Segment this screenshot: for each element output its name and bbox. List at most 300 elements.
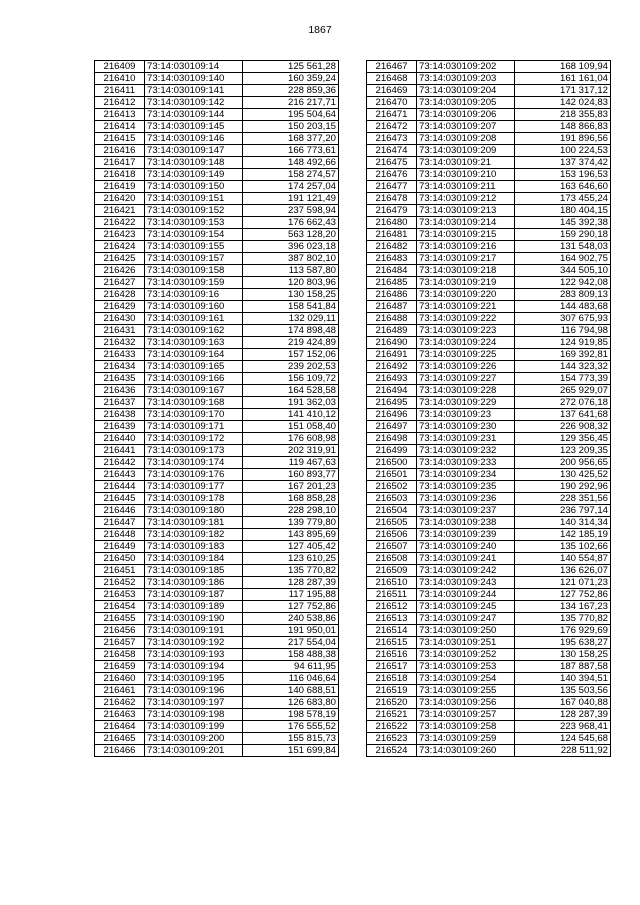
cadastral-number-cell: 73:14:030109:199 xyxy=(145,721,243,733)
cadastral-number-cell: 73:14:030109:182 xyxy=(145,529,243,541)
table-row xyxy=(95,241,339,253)
table-row xyxy=(95,565,339,577)
record-number-cell: 216425 xyxy=(95,253,145,265)
cadastral-number-cell: 73:14:030109:181 xyxy=(145,517,243,529)
cadastral-value-cell: 140 688,51 xyxy=(243,685,339,697)
registry-table-right xyxy=(366,60,611,757)
cadastral-value-cell: 191 362,03 xyxy=(243,397,339,409)
cadastral-value-cell: 117 195,88 xyxy=(243,589,339,601)
table-row xyxy=(95,373,339,385)
table-row xyxy=(95,265,339,277)
cadastral-number-cell: 73:14:030109:176 xyxy=(145,469,243,481)
record-number-cell: 216510 xyxy=(367,577,417,589)
cadastral-value-cell: 168 377,20 xyxy=(243,133,339,145)
record-number-cell: 216520 xyxy=(367,697,417,709)
cadastral-value-cell: 174 257,04 xyxy=(243,181,339,193)
table-row xyxy=(367,133,611,145)
record-number-cell: 216495 xyxy=(367,397,417,409)
record-number-cell: 216490 xyxy=(367,337,417,349)
table-row xyxy=(367,301,611,313)
table-row xyxy=(367,457,611,469)
cadastral-value-cell: 137 374,42 xyxy=(515,157,611,169)
record-number-cell: 216486 xyxy=(367,289,417,301)
cadastral-number-cell: 73:14:030109:225 xyxy=(417,349,515,361)
table-row xyxy=(95,433,339,445)
cadastral-number-cell: 73:14:030109:211 xyxy=(417,181,515,193)
cadastral-number-cell: 73:14:030109:204 xyxy=(417,85,515,97)
record-number-cell: 216447 xyxy=(95,517,145,529)
record-number-cell: 216442 xyxy=(95,457,145,469)
cadastral-value-cell: 124 919,85 xyxy=(515,337,611,349)
cadastral-value-cell: 176 555,52 xyxy=(243,721,339,733)
cadastral-number-cell: 73:14:030109:190 xyxy=(145,613,243,625)
cadastral-value-cell: 136 626,07 xyxy=(515,565,611,577)
cadastral-value-cell: 158 274,57 xyxy=(243,169,339,181)
record-number-cell: 216466 xyxy=(95,745,145,757)
table-row xyxy=(95,745,339,757)
table-row xyxy=(367,193,611,205)
table-row xyxy=(95,133,339,145)
cadastral-value-cell: 128 287,39 xyxy=(515,709,611,721)
cadastral-number-cell: 73:14:030109:243 xyxy=(417,577,515,589)
cadastral-number-cell: 73:14:030109:212 xyxy=(417,193,515,205)
table-row xyxy=(367,589,611,601)
cadastral-number-cell: 73:14:030109:259 xyxy=(417,733,515,745)
cadastral-value-cell: 159 290,18 xyxy=(515,229,611,241)
cadastral-value-cell: 195 504,64 xyxy=(243,109,339,121)
registry-table-left xyxy=(94,60,339,757)
table-row xyxy=(95,493,339,505)
cadastral-number-cell: 73:14:030109:253 xyxy=(417,661,515,673)
cadastral-number-cell: 73:14:030109:159 xyxy=(145,277,243,289)
table-row xyxy=(95,277,339,289)
cadastral-number-cell: 73:14:030109:166 xyxy=(145,373,243,385)
table-row xyxy=(367,721,611,733)
record-number-cell: 216445 xyxy=(95,493,145,505)
table-row xyxy=(95,697,339,709)
record-number-cell: 216498 xyxy=(367,433,417,445)
cadastral-value-cell: 176 662,43 xyxy=(243,217,339,229)
cadastral-value-cell: 135 770,82 xyxy=(515,613,611,625)
cadastral-number-cell: 73:14:030109:224 xyxy=(417,337,515,349)
record-number-cell: 216452 xyxy=(95,577,145,589)
table-row xyxy=(95,61,339,73)
cadastral-number-cell: 73:14:030109:171 xyxy=(145,421,243,433)
table-row xyxy=(95,229,339,241)
cadastral-number-cell: 73:14:030109:202 xyxy=(417,61,515,73)
cadastral-value-cell: 144 323,32 xyxy=(515,361,611,373)
page-number: 1867 xyxy=(308,24,332,36)
cadastral-value-cell: 128 287,39 xyxy=(243,577,339,589)
record-number-cell: 216484 xyxy=(367,265,417,277)
cadastral-number-cell: 73:14:030109:189 xyxy=(145,601,243,613)
record-number-cell: 216420 xyxy=(95,193,145,205)
table-row xyxy=(95,529,339,541)
cadastral-number-cell: 73:14:030109:167 xyxy=(145,385,243,397)
record-number-cell: 216443 xyxy=(95,469,145,481)
table-row xyxy=(367,469,611,481)
cadastral-number-cell: 73:14:030109:203 xyxy=(417,73,515,85)
cadastral-number-cell: 73:14:030109:245 xyxy=(417,601,515,613)
cadastral-number-cell: 73:14:030109:242 xyxy=(417,565,515,577)
cadastral-number-cell: 73:14:030109:241 xyxy=(417,553,515,565)
record-number-cell: 216451 xyxy=(95,565,145,577)
record-number-cell: 216461 xyxy=(95,685,145,697)
cadastral-number-cell: 73:14:030109:233 xyxy=(417,457,515,469)
cadastral-number-cell: 73:14:030109:257 xyxy=(417,709,515,721)
table-row xyxy=(95,601,339,613)
cadastral-number-cell: 73:14:030109:23 xyxy=(417,409,515,421)
record-number-cell: 216436 xyxy=(95,385,145,397)
table-row xyxy=(95,469,339,481)
cadastral-value-cell: 100 224,53 xyxy=(515,145,611,157)
cadastral-number-cell: 73:14:030109:170 xyxy=(145,409,243,421)
cadastral-number-cell: 73:14:030109:240 xyxy=(417,541,515,553)
cadastral-value-cell: 167 201,23 xyxy=(243,481,339,493)
cadastral-number-cell: 73:14:030109:216 xyxy=(417,241,515,253)
table-row xyxy=(95,541,339,553)
cadastral-number-cell: 73:14:030109:150 xyxy=(145,181,243,193)
record-number-cell: 216465 xyxy=(95,733,145,745)
table-row xyxy=(367,397,611,409)
table-row xyxy=(95,661,339,673)
cadastral-number-cell: 73:14:030109:174 xyxy=(145,457,243,469)
table-row xyxy=(367,745,611,757)
record-number-cell: 216516 xyxy=(367,649,417,661)
table-row xyxy=(95,325,339,337)
cadastral-value-cell: 142 024,83 xyxy=(515,97,611,109)
cadastral-value-cell: 121 071,23 xyxy=(515,577,611,589)
cadastral-number-cell: 73:14:030109:260 xyxy=(417,745,515,757)
table-row xyxy=(95,505,339,517)
record-number-cell: 216474 xyxy=(367,145,417,157)
table-row xyxy=(95,181,339,193)
record-number-cell: 216462 xyxy=(95,697,145,709)
record-number-cell: 216521 xyxy=(367,709,417,721)
table-row xyxy=(367,505,611,517)
cadastral-number-cell: 73:14:030109:141 xyxy=(145,85,243,97)
cadastral-value-cell: 169 392,81 xyxy=(515,349,611,361)
table-row xyxy=(367,637,611,649)
table-row xyxy=(95,109,339,121)
cadastral-value-cell: 148 492,66 xyxy=(243,157,339,169)
table-row xyxy=(367,313,611,325)
table-row xyxy=(95,457,339,469)
cadastral-value-cell: 171 317,12 xyxy=(515,85,611,97)
cadastral-number-cell: 73:14:030109:205 xyxy=(417,97,515,109)
cadastral-number-cell: 73:14:030109:227 xyxy=(417,373,515,385)
record-number-cell: 216464 xyxy=(95,721,145,733)
cadastral-number-cell: 73:14:030109:157 xyxy=(145,253,243,265)
table-row xyxy=(367,61,611,73)
table-row xyxy=(367,517,611,529)
cadastral-number-cell: 73:14:030109:21 xyxy=(417,157,515,169)
cadastral-number-cell: 73:14:030109:145 xyxy=(145,121,243,133)
record-number-cell: 216509 xyxy=(367,565,417,577)
cadastral-number-cell: 73:14:030109:177 xyxy=(145,481,243,493)
record-number-cell: 216467 xyxy=(367,61,417,73)
cadastral-value-cell: 123 610,25 xyxy=(243,553,339,565)
cadastral-value-cell: 157 152,06 xyxy=(243,349,339,361)
cadastral-number-cell: 73:14:030109:153 xyxy=(145,217,243,229)
cadastral-value-cell: 127 405,42 xyxy=(243,541,339,553)
cadastral-value-cell: 190 292,96 xyxy=(515,481,611,493)
record-number-cell: 216424 xyxy=(95,241,145,253)
table-row xyxy=(367,481,611,493)
cadastral-value-cell: 344 505,10 xyxy=(515,265,611,277)
table-row xyxy=(367,625,611,637)
cadastral-value-cell: 135 503,56 xyxy=(515,685,611,697)
table-row xyxy=(367,385,611,397)
record-number-cell: 216500 xyxy=(367,457,417,469)
table-row xyxy=(95,85,339,97)
cadastral-number-cell: 73:14:030109:163 xyxy=(145,337,243,349)
table-row xyxy=(367,565,611,577)
table-row xyxy=(95,349,339,361)
record-number-cell: 216413 xyxy=(95,109,145,121)
cadastral-number-cell: 73:14:030109:213 xyxy=(417,205,515,217)
table-row xyxy=(95,733,339,745)
record-number-cell: 216481 xyxy=(367,229,417,241)
cadastral-number-cell: 73:14:030109:146 xyxy=(145,133,243,145)
record-number-cell: 216412 xyxy=(95,97,145,109)
cadastral-value-cell: 174 898,48 xyxy=(243,325,339,337)
cadastral-number-cell: 73:14:030109:168 xyxy=(145,397,243,409)
record-number-cell: 216501 xyxy=(367,469,417,481)
record-number-cell: 216470 xyxy=(367,97,417,109)
record-number-cell: 216478 xyxy=(367,193,417,205)
cadastral-value-cell: 219 424,89 xyxy=(243,337,339,349)
cadastral-number-cell: 73:14:030109:229 xyxy=(417,397,515,409)
record-number-cell: 216441 xyxy=(95,445,145,457)
table-row xyxy=(367,409,611,421)
cadastral-number-cell: 73:14:030109:192 xyxy=(145,637,243,649)
record-number-cell: 216508 xyxy=(367,553,417,565)
record-number-cell: 216458 xyxy=(95,649,145,661)
record-number-cell: 216430 xyxy=(95,313,145,325)
cadastral-value-cell: 140 314,34 xyxy=(515,517,611,529)
cadastral-number-cell: 73:14:030109:207 xyxy=(417,121,515,133)
cadastral-value-cell: 228 859,36 xyxy=(243,85,339,97)
record-number-cell: 216523 xyxy=(367,733,417,745)
cadastral-value-cell: 135 770,82 xyxy=(243,565,339,577)
cadastral-value-cell: 156 109,72 xyxy=(243,373,339,385)
cadastral-number-cell: 73:14:030109:186 xyxy=(145,577,243,589)
record-number-cell: 216450 xyxy=(95,553,145,565)
cadastral-number-cell: 73:14:030109:178 xyxy=(145,493,243,505)
cadastral-number-cell: 73:14:030109:152 xyxy=(145,205,243,217)
table-row xyxy=(95,157,339,169)
cadastral-number-cell: 73:14:030109:140 xyxy=(145,73,243,85)
record-number-cell: 216503 xyxy=(367,493,417,505)
record-number-cell: 216414 xyxy=(95,121,145,133)
record-number-cell: 216416 xyxy=(95,145,145,157)
cadastral-value-cell: 265 929,07 xyxy=(515,385,611,397)
cadastral-number-cell: 73:14:030109:185 xyxy=(145,565,243,577)
table-row xyxy=(367,541,611,553)
cadastral-number-cell: 73:14:030109:221 xyxy=(417,301,515,313)
record-number-cell: 216415 xyxy=(95,133,145,145)
cadastral-number-cell: 73:14:030109:255 xyxy=(417,685,515,697)
cadastral-value-cell: 200 956,65 xyxy=(515,457,611,469)
cadastral-number-cell: 73:14:030109:230 xyxy=(417,421,515,433)
cadastral-value-cell: 129 356,45 xyxy=(515,433,611,445)
record-number-cell: 216409 xyxy=(95,61,145,73)
cadastral-number-cell: 73:14:030109:180 xyxy=(145,505,243,517)
cadastral-value-cell: 167 040,88 xyxy=(515,697,611,709)
record-number-cell: 216507 xyxy=(367,541,417,553)
cadastral-number-cell: 73:14:030109:232 xyxy=(417,445,515,457)
table-row xyxy=(95,637,339,649)
table-row xyxy=(367,649,611,661)
record-number-cell: 216454 xyxy=(95,601,145,613)
table-row xyxy=(95,553,339,565)
cadastral-value-cell: 141 410,12 xyxy=(243,409,339,421)
cadastral-value-cell: 166 773,61 xyxy=(243,145,339,157)
cadastral-value-cell: 127 752,86 xyxy=(515,589,611,601)
table-row xyxy=(367,685,611,697)
record-number-cell: 216483 xyxy=(367,253,417,265)
cadastral-value-cell: 132 029,11 xyxy=(243,313,339,325)
cadastral-number-cell: 73:14:030109:151 xyxy=(145,193,243,205)
cadastral-number-cell: 73:14:030109:201 xyxy=(145,745,243,757)
cadastral-number-cell: 73:14:030109:165 xyxy=(145,361,243,373)
table-row xyxy=(367,673,611,685)
cadastral-value-cell: 223 968,41 xyxy=(515,721,611,733)
record-number-cell: 216493 xyxy=(367,373,417,385)
cadastral-value-cell: 180 404,15 xyxy=(515,205,611,217)
cadastral-number-cell: 73:14:030109:172 xyxy=(145,433,243,445)
cadastral-number-cell: 73:14:030109:214 xyxy=(417,217,515,229)
cadastral-number-cell: 73:14:030109:194 xyxy=(145,661,243,673)
table-row xyxy=(95,517,339,529)
record-number-cell: 216437 xyxy=(95,397,145,409)
record-number-cell: 216485 xyxy=(367,277,417,289)
table-row xyxy=(367,733,611,745)
cadastral-value-cell: 151 058,40 xyxy=(243,421,339,433)
cadastral-value-cell: 151 699,84 xyxy=(243,745,339,757)
record-number-cell: 216446 xyxy=(95,505,145,517)
table-row xyxy=(367,265,611,277)
table-row xyxy=(367,181,611,193)
record-number-cell: 216449 xyxy=(95,541,145,553)
table-row xyxy=(367,85,611,97)
cadastral-value-cell: 191 896,56 xyxy=(515,133,611,145)
table-row xyxy=(95,421,339,433)
cadastral-value-cell: 164 528,58 xyxy=(243,385,339,397)
cadastral-number-cell: 73:14:030109:149 xyxy=(145,169,243,181)
table-row xyxy=(367,337,611,349)
record-number-cell: 216435 xyxy=(95,373,145,385)
table-row xyxy=(95,121,339,133)
record-number-cell: 216460 xyxy=(95,673,145,685)
record-number-cell: 216480 xyxy=(367,217,417,229)
record-number-cell: 216418 xyxy=(95,169,145,181)
cadastral-number-cell: 73:14:030109:147 xyxy=(145,145,243,157)
cadastral-value-cell: 198 578,19 xyxy=(243,709,339,721)
record-number-cell: 216419 xyxy=(95,181,145,193)
cadastral-number-cell: 73:14:030109:238 xyxy=(417,517,515,529)
record-number-cell: 216514 xyxy=(367,625,417,637)
record-number-cell: 216453 xyxy=(95,589,145,601)
record-number-cell: 216519 xyxy=(367,685,417,697)
table-row xyxy=(95,193,339,205)
record-number-cell: 216522 xyxy=(367,721,417,733)
cadastral-value-cell: 202 319,91 xyxy=(243,445,339,457)
record-number-cell: 216524 xyxy=(367,745,417,757)
cadastral-number-cell: 73:14:030109:256 xyxy=(417,697,515,709)
cadastral-value-cell: 176 929,69 xyxy=(515,625,611,637)
record-number-cell: 216512 xyxy=(367,601,417,613)
record-number-cell: 216482 xyxy=(367,241,417,253)
cadastral-value-cell: 226 908,32 xyxy=(515,421,611,433)
table-row xyxy=(95,625,339,637)
record-number-cell: 216476 xyxy=(367,169,417,181)
table-row xyxy=(95,709,339,721)
cadastral-number-cell: 73:14:030109:250 xyxy=(417,625,515,637)
cadastral-value-cell: 216 217,71 xyxy=(243,97,339,109)
record-number-cell: 216489 xyxy=(367,325,417,337)
record-number-cell: 216463 xyxy=(95,709,145,721)
table-row xyxy=(367,97,611,109)
table-row xyxy=(367,253,611,265)
record-number-cell: 216426 xyxy=(95,265,145,277)
cadastral-value-cell: 237 598,94 xyxy=(243,205,339,217)
record-number-cell: 216488 xyxy=(367,313,417,325)
record-number-cell: 216487 xyxy=(367,301,417,313)
record-number-cell: 216473 xyxy=(367,133,417,145)
record-number-cell: 216475 xyxy=(367,157,417,169)
record-number-cell: 216434 xyxy=(95,361,145,373)
table-row xyxy=(95,577,339,589)
cadastral-number-cell: 73:14:030109:234 xyxy=(417,469,515,481)
table-row xyxy=(95,97,339,109)
record-number-cell: 216459 xyxy=(95,661,145,673)
record-number-cell: 216457 xyxy=(95,637,145,649)
cadastral-value-cell: 119 467,63 xyxy=(243,457,339,469)
registry-table-left-body xyxy=(95,61,339,757)
record-number-cell: 216428 xyxy=(95,289,145,301)
table-row xyxy=(95,409,339,421)
table-row xyxy=(367,493,611,505)
cadastral-number-cell: 73:14:030109:193 xyxy=(145,649,243,661)
cadastral-number-cell: 73:14:030109:251 xyxy=(417,637,515,649)
cadastral-value-cell: 239 202,53 xyxy=(243,361,339,373)
record-number-cell: 216506 xyxy=(367,529,417,541)
cadastral-number-cell: 73:14:030109:197 xyxy=(145,697,243,709)
cadastral-number-cell: 73:14:030109:148 xyxy=(145,157,243,169)
record-number-cell: 216505 xyxy=(367,517,417,529)
cadastral-value-cell: 131 548,03 xyxy=(515,241,611,253)
table-row xyxy=(367,697,611,709)
table-row xyxy=(367,661,611,673)
table-row xyxy=(367,241,611,253)
table-row xyxy=(367,217,611,229)
cadastral-value-cell: 140 394,51 xyxy=(515,673,611,685)
record-number-cell: 216410 xyxy=(95,73,145,85)
table-row xyxy=(367,433,611,445)
cadastral-value-cell: 176 608,98 xyxy=(243,433,339,445)
cadastral-value-cell: 153 196,53 xyxy=(515,169,611,181)
cadastral-value-cell: 187 887,58 xyxy=(515,661,611,673)
record-number-cell: 216411 xyxy=(95,85,145,97)
cadastral-value-cell: 116 046,64 xyxy=(243,673,339,685)
cadastral-value-cell: 113 587,80 xyxy=(243,265,339,277)
record-number-cell: 216497 xyxy=(367,421,417,433)
record-number-cell: 216477 xyxy=(367,181,417,193)
record-number-cell: 216492 xyxy=(367,361,417,373)
cadastral-number-cell: 73:14:030109:208 xyxy=(417,133,515,145)
